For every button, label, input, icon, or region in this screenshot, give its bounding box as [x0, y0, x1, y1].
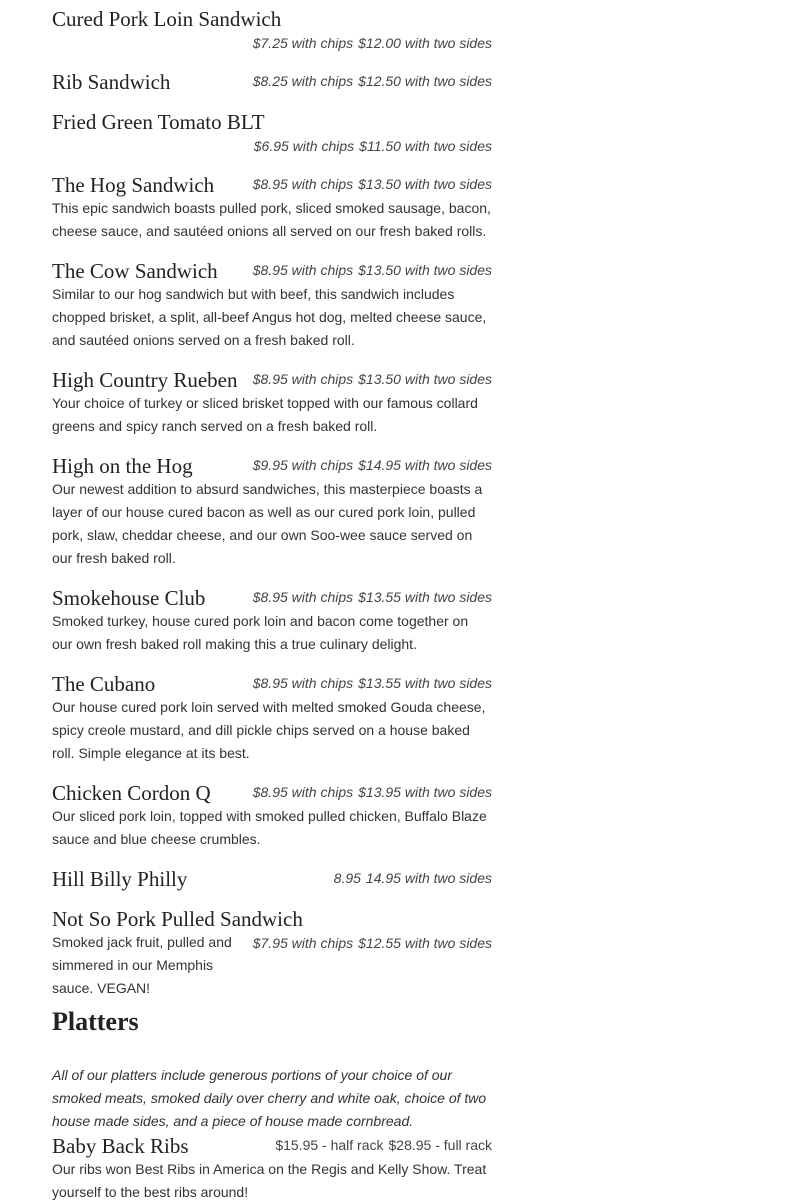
price-full-rack: $28.95 - full rack	[388, 1137, 492, 1153]
price-with-chips: $8.95 with chips	[252, 262, 354, 278]
menu-item-description: Our house cured pork loin served with melted smoked Gouda cheese, spicy creole mustard, and dill pickle chips served on a house baked roll. Simple elegance at its best.	[52, 699, 486, 761]
price-with-sides: $13.50 with two sides	[358, 176, 492, 192]
price-with-chips: 8.95	[333, 870, 361, 886]
menu-item-name: Not So Pork Pulled Sandwich	[52, 907, 303, 931]
price-with-sides: $13.50 with two sides	[358, 371, 492, 387]
menu-item-prices	[334, 869, 492, 887]
menu-item-description: Our sliced pork loin, topped with smoked pulled chicken, Buffalo Blaze sauce and blue cheese crumbles.	[52, 808, 487, 847]
price-with-chips: $8.25 with chips	[252, 73, 354, 89]
price-with-chips: $7.95 with chips	[252, 935, 354, 951]
menu-item-name: Smokehouse Club	[52, 586, 206, 610]
menu-item-description: This epic sandwich boasts pulled pork, sliced smoked sausage, bacon, cheese sauce, and sautéed onions all served on our fresh baked rolls.	[52, 200, 491, 239]
menu-item-description: Similar to our hog sandwich but with beef, this sandwich includes chopped brisket, a split, all-beef Angus hot dog, melted cheese sauce, and sautéed onions served on a fresh baked roll.	[52, 286, 487, 348]
price-with-chips: $9.95 with chips	[252, 457, 354, 473]
menu-item-name: Rib Sandwich	[52, 70, 171, 94]
menu-item-prices	[253, 783, 492, 801]
price-with-sides: $11.50 with two sides	[359, 138, 492, 154]
price-with-sides: $13.55 with two sides	[358, 589, 492, 605]
section-title-platters: Platters	[52, 1007, 139, 1036]
menu-item-prices	[253, 261, 492, 279]
menu-item-prices	[253, 175, 492, 193]
menu-item-prices	[253, 72, 492, 90]
menu-item-prices	[253, 934, 492, 952]
price-with-sides: $13.95 with two sides	[358, 784, 492, 800]
price-with-sides: $14.95 with two sides	[358, 457, 492, 473]
price-with-chips: $7.25 with chips	[252, 35, 354, 51]
price-with-chips: $8.95 with chips	[252, 176, 354, 192]
price-with-chips: $8.95 with chips	[252, 675, 354, 691]
menu-item-description: Smoked turkey, house cured pork loin and bacon come together on our own fresh baked roll making this a true culinary delight.	[52, 613, 469, 652]
price-with-chips: $8.95 with chips	[252, 784, 354, 800]
price-half-rack: $15.95 - half rack	[275, 1137, 384, 1153]
menu-item-name: Cured Pork Loin Sandwich	[52, 7, 282, 31]
platter-item-prices	[275, 1136, 492, 1154]
menu-item-name: High Country Rueben	[52, 368, 238, 392]
menu-item-name: Chicken Cordon Q	[52, 781, 211, 805]
menu-item-prices	[253, 34, 492, 52]
platter-item-name: Baby Back Ribs	[52, 1134, 189, 1158]
menu-item-name: Hill Billy Philly	[52, 867, 188, 891]
menu-item-name: The Cubano	[52, 672, 156, 696]
price-with-sides: $13.50 with two sides	[358, 262, 492, 278]
menu-item-name: High on the Hog	[52, 454, 193, 478]
price-with-sides: $13.55 with two sides	[358, 675, 492, 691]
menu-item-name: Fried Green Tomato BLT	[52, 110, 265, 134]
platters-intro: All of our platters include generous portions of your choice of our smoked meats, smoked daily over cherry and white oak, choice of two house made sides, and a piece of house made cornbread.	[52, 1067, 487, 1129]
price-with-sides: $12.00 with two sides	[358, 35, 492, 51]
menu-item-name: The Cow Sandwich	[52, 259, 218, 283]
price-with-sides: $12.55 with two sides	[358, 935, 492, 951]
price-with-chips: $8.95 with chips	[252, 589, 354, 605]
platter-item-description: Our ribs won Best Ribs in America on the Regis and Kelly Show. Treat yourself to the best ribs around!	[52, 1161, 487, 1200]
menu-item-description: Smoked jack fruit, pulled and simmered in our Memphis sauce. VEGAN!	[52, 934, 232, 996]
menu-item-prices	[253, 588, 492, 606]
menu-item-description: Your choice of turkey or sliced brisket topped with our famous collard greens and spicy ranch served on a fresh baked roll.	[52, 395, 478, 434]
menu-item-prices	[254, 137, 492, 155]
menu-item-prices	[253, 370, 492, 388]
price-with-chips: $8.95 with chips	[252, 371, 354, 387]
price-with-sides: 14.95 with two sides	[365, 870, 492, 886]
menu-item-prices	[253, 456, 492, 474]
menu-item-prices	[253, 674, 492, 692]
menu-item-description: Our newest addition to absurd sandwiches, this masterpiece boasts a layer of our house cured bacon as well as our cured pork loin, pulled pork, slaw, cheddar cheese, and our own Soo-wee sauce served on our fresh baked roll.	[52, 481, 483, 566]
price-with-sides: $12.50 with two sides	[358, 73, 492, 89]
price-with-chips: $6.95 with chips	[253, 138, 355, 154]
menu-item-name: The Hog Sandwich	[52, 173, 215, 197]
